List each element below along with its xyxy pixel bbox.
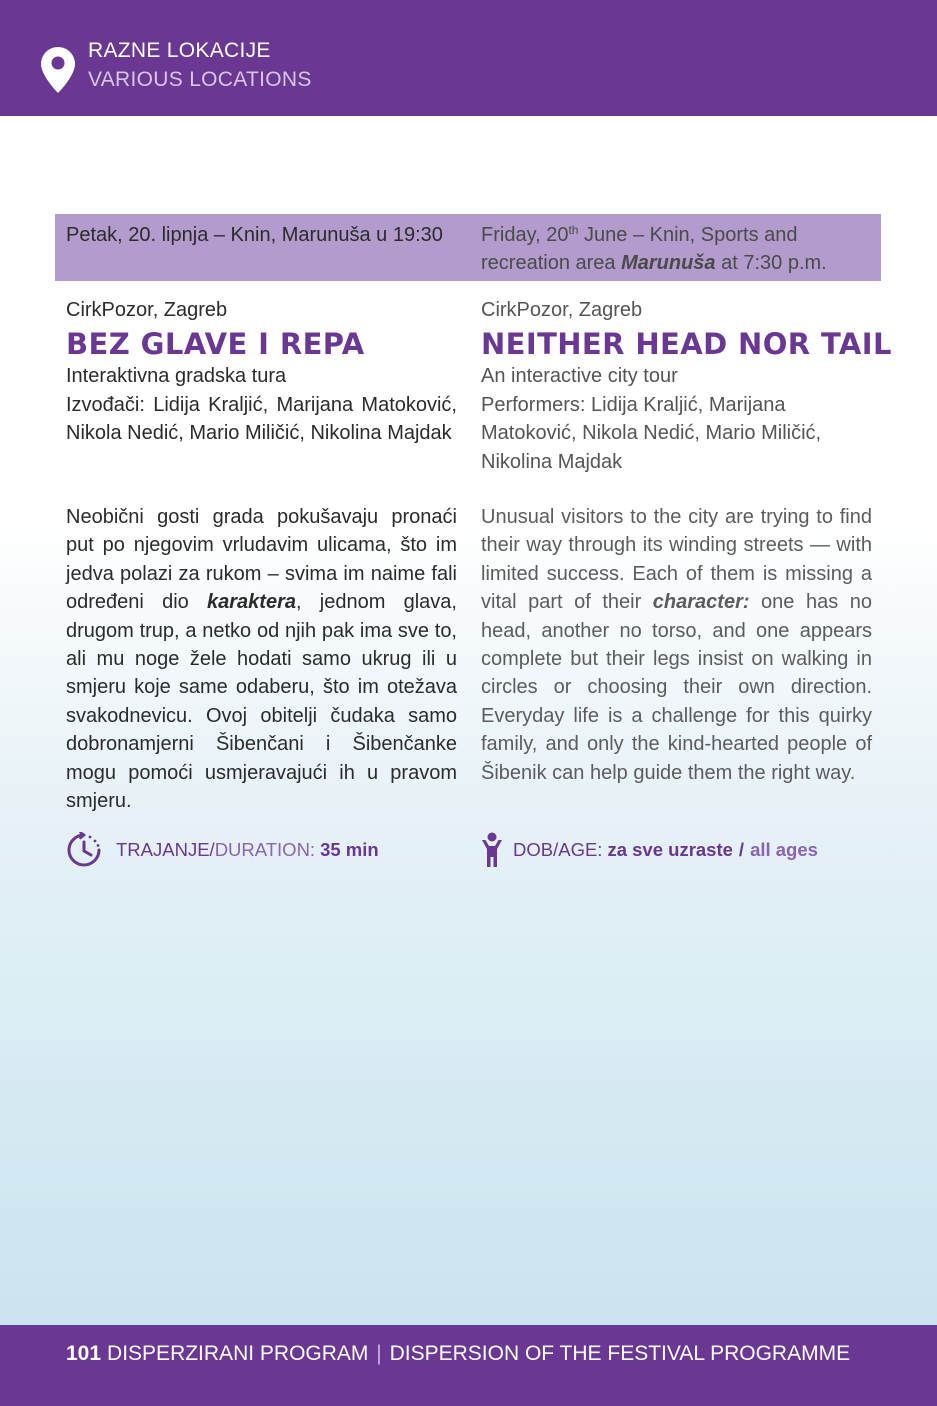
- location-title: RAZNE LOKACIJE: [88, 39, 271, 62]
- company-name: CirkPozor, Zagreb: [66, 299, 228, 321]
- duration-info: [66, 832, 379, 868]
- show-title: BEZ GLAVE I REPA: [66, 327, 365, 361]
- footer-text: [66, 1340, 850, 1368]
- duration-value: 35 min: [320, 839, 379, 860]
- performers: Performers: Lidija Kraljić, Marijana Matoković, Nikola Nedić, Mario Miličić, Nikolina Majdak: [481, 393, 822, 473]
- location-subtitle: VARIOUS LOCATIONS: [88, 68, 312, 91]
- show-subtitle: Interaktivna gradska tura: [66, 365, 287, 387]
- show-meta: [66, 362, 457, 448]
- age-value-en: all ages: [750, 839, 818, 860]
- event-date-en: Friday, 20th June – Knin, Sports and recreation area Marunuša at 7:30 p.m.: [481, 223, 827, 274]
- show-meta: [481, 362, 872, 476]
- description: Neobični gosti grada pokušavaju pronaći put po njegovim vrludavim ulicama, što im jedva polazi za rukom – svima im naime fali određeni dio karaktera, jednom glava, drugom trup, a netko od njih pak ima sve to, ali mu noge žele hodati samo ukrug ili u smjeru koje same odaberu, što im otežava svakodnevicu. Ovoj obitelji čudaka samo dobronamjerni Šibenčani i Šibenčanke mogu pomoći usmjeravajući ih u pravom smjeru.: [66, 506, 457, 813]
- header-bar: [0, 0, 937, 116]
- footer-title-en: DISPERSION OF THE FESTIVAL PROGRAMME: [389, 1342, 851, 1365]
- age-label: DOB/AGE:: [513, 839, 603, 860]
- show-title: NEITHER HEAD NOR TAIL: [481, 327, 892, 361]
- show-subtitle: An interactive city tour: [481, 365, 678, 387]
- page-number: 101: [66, 1342, 102, 1365]
- description: Unusual visitors to the city are trying to find their way through its winding streets — with limited success. Each of them is missing a vital part of their character: one has no head, another no torso, and one appears complete but their legs insist on walking in circles or choosing their own direction. Everyday life is a challenge for this quirky family, and only the kind-hearted people of Šibenik can help guide them the right way.: [481, 506, 873, 784]
- duration-label-en: DURATION:: [214, 839, 316, 860]
- event-date-hr: Petak, 20. lipnja – Knin, Marunuša u 19:30: [66, 224, 443, 246]
- clock-icon: [66, 832, 102, 868]
- footer-title-hr: DISPERZIRANI PROGRAM: [107, 1342, 369, 1365]
- person-icon: [481, 832, 503, 868]
- company-name: CirkPozor, Zagreb: [481, 299, 643, 321]
- duration-label-hr: TRAJANJE/: [116, 839, 215, 860]
- age-value-hr: za sve uzraste: [607, 839, 733, 860]
- age-info: [481, 832, 818, 868]
- performers: Izvođači: Lidija Kraljić, Marijana Matoković, Nikola Nedić, Mario Miličić, Nikolina Majdak: [66, 393, 457, 444]
- age-separator: /: [738, 839, 745, 860]
- footer-divider: |: [376, 1342, 382, 1365]
- map-pin-icon: [40, 46, 76, 94]
